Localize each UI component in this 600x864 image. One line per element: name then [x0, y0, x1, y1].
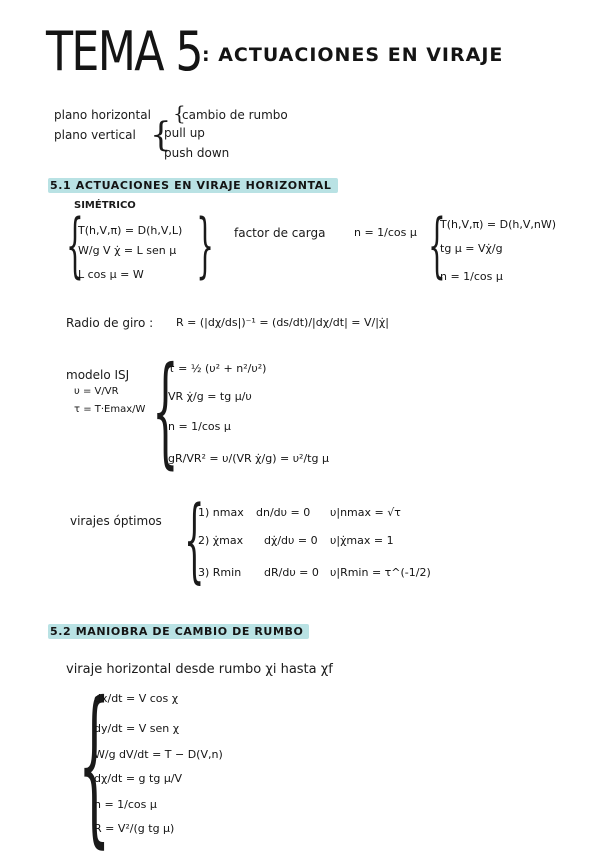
page-subtitle: : ACTUACIONES EN VIRAJE: [202, 44, 504, 66]
section-heading: 5.1 ACTUACIONES EN VIRAJE HORIZONTAL: [48, 178, 338, 193]
radio-equation: R = (|dχ/ds|)⁻¹ = (ds/dt)/|dχ/dt| = V/|χ̇|: [176, 316, 389, 329]
optimo-name: 2) χ̇max: [198, 534, 244, 547]
section-heading: 5.2 MANIOBRA DE CAMBIO DE RUMBO: [48, 624, 309, 639]
equation: τ = ½ (υ² + n²/υ²): [168, 362, 267, 375]
equation: n = 1/cos μ: [94, 798, 157, 811]
factor-label: factor de carga: [234, 226, 326, 240]
equation: n = 1/cos μ: [440, 270, 503, 283]
equation: L cos μ = W: [78, 268, 144, 281]
plano-vertical-item: pull up: [164, 126, 205, 140]
modelo-def: τ = T·Emax/W: [74, 404, 146, 415]
optimo-name: 1) nmax: [198, 506, 244, 519]
viraje-intro: viraje horizontal desde rumbo χi hasta χf: [66, 662, 333, 677]
equation: W/g V χ̇ = L sen μ: [78, 244, 177, 257]
radio-label: Radio de giro :: [66, 316, 154, 330]
equation: dy/dt = V sen χ: [94, 722, 180, 735]
brace: {: [173, 101, 186, 125]
page-title: TEMA 5: [46, 20, 202, 83]
plano-horizontal-item: cambio de rumbo: [182, 108, 288, 122]
equation: R = V²/(g tg μ): [94, 822, 175, 835]
optimo-cond: dχ̇/dυ = 0: [264, 534, 318, 547]
optimo-result: υ|Rmin = τ^(-1/2): [330, 566, 431, 579]
optimo-result: υ|nmax = √τ: [330, 506, 401, 519]
equation: W/g dV/dt = T − D(V,n): [94, 748, 223, 761]
brace: {: [184, 486, 205, 593]
plano-vertical-item: push down: [164, 146, 230, 160]
factor-equation: n = 1/cos μ: [354, 226, 417, 239]
equation: gR/VR² = υ/(VR χ̇/g) = υ²/tg μ: [168, 452, 329, 465]
optimo-cond: dR/dυ = 0: [264, 566, 319, 579]
modelo-label: modelo ISJ: [66, 368, 130, 382]
brace: {: [428, 204, 446, 286]
brace: {: [66, 204, 84, 286]
plano-horizontal-label: plano horizontal: [54, 108, 151, 122]
brace: {: [196, 204, 214, 286]
equation: T(h,V,π) = D(h,V,nW): [440, 218, 557, 231]
plano-vertical-label: plano vertical: [54, 128, 136, 142]
equation: dx/dt = V cos χ: [94, 692, 179, 705]
brace: {: [78, 666, 111, 864]
equation: n = 1/cos μ: [168, 420, 231, 433]
equation: T(h,V,π) = D(h,V,L): [78, 224, 183, 237]
optimos-label: virajes óptimos: [70, 514, 162, 528]
optimo-cond: dn/dυ = 0: [256, 506, 311, 519]
modelo-def: υ = V/VR: [74, 386, 119, 397]
brace: {: [152, 342, 179, 481]
equation: VR χ̇/g = tg μ/υ: [168, 390, 252, 403]
brace: {: [150, 115, 172, 155]
equation: dχ/dt = g tg μ/V: [94, 772, 183, 785]
optimo-result: υ|χ̇max = 1: [330, 534, 394, 547]
optimo-name: 3) Rmin: [198, 566, 242, 579]
equation: tg μ = Vχ̇/g: [440, 242, 503, 255]
simetrico-label: SIMÉTRICO: [74, 200, 136, 211]
